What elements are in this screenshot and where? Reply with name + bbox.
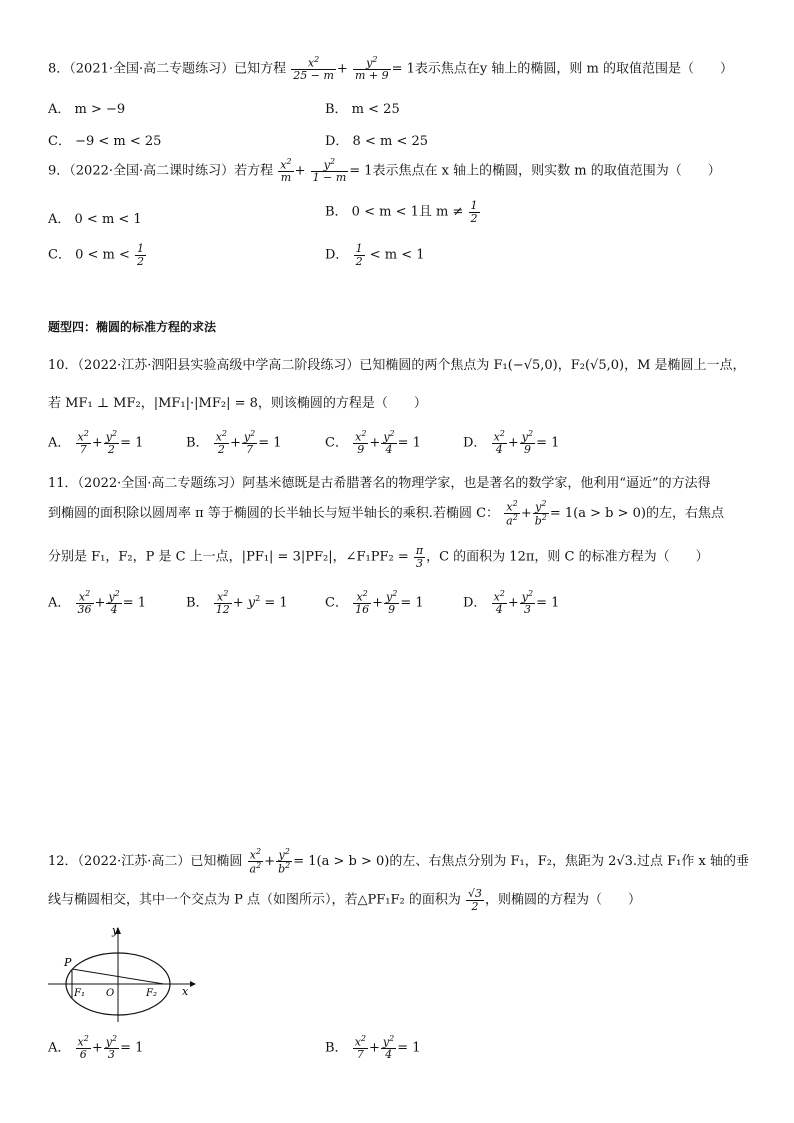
q12-option-b[interactable]: B． $\frac{x^2}{7}$ + $\frac{y^2}{4}$ = 1 [325, 1034, 421, 1062]
q8-option-c[interactable]: C． −9 < m < 25 [48, 134, 162, 149]
q9-option-a[interactable]: A． 0 < m < 1 [48, 212, 142, 227]
q10-option-b[interactable]: B． $\frac{x^2}{2}$ + $\frac{y^2}{7}$ = 1 [186, 429, 282, 457]
svg-text:F₂: F₂ [146, 988, 157, 999]
svg-text:P: P [64, 956, 72, 969]
q8: 8．（2021·全国·高二专题练习）已知方程 $\frac{x^2}{25 - m}$ + $\frac{y^2}{m + 9}$ = 1表示焦点在y 轴上的椭圆，则 m 的取值范围是（ ） [48, 55, 733, 83]
q9-option-b[interactable]: B． 0 < m < 1且 m ≠ $\frac{1}{2}$ [325, 199, 478, 225]
q10-option-a[interactable]: A． $\frac{x^2}{7}$ + $\frac{y^2}{2}$ = 1 [48, 429, 144, 457]
q8-option-a[interactable]: A． m > −9 [48, 102, 126, 117]
q11-option-a[interactable]: A． $\frac{x^2}{36}$ + $\frac{y^2}{4}$ = 1 [48, 589, 147, 617]
q8-prefix: 8．（2021·全国·高二专题练习）已知方程 [48, 61, 287, 77]
q11-line2: 到椭圆的面积除以圆周率 π 等于椭圆的长半轴长与短半轴长的乘积.若椭圆 C： $\frac{x^2}{a^2}$ + $\frac{y^2}{b^2}$ = 1(a > b > 0)的左，右焦点 [48, 499, 724, 528]
q8-frac2: $\frac{y^2}{m + 9}$ [354, 55, 389, 83]
q11-line1: 11．（2022·全国·高二专题练习）阿基米德既是古希腊著名的物理学家，也是著名的数学家，他利用“逼近”的方法得 [48, 476, 711, 491]
q11-option-c[interactable]: C． $\frac{x^2}{16}$ + $\frac{y^2}{9}$ = 1 [325, 589, 424, 617]
svg-text:y: y [112, 924, 119, 937]
q9-option-c[interactable]: C． 0 < m < $\frac{1}{2}$ [48, 242, 145, 268]
q9-option-d[interactable]: D． $\frac{1}{2}$ < m < 1 [325, 242, 425, 268]
q12-ellipse-figure [44, 922, 204, 1026]
q12-line1: 12．（2022·江苏·高二）已知椭圆 $\frac{x^2}{a^2}$ + $\frac{y^2}{b^2}$ = 1(a > b > 0)的左、右焦点分别为 F₁，F₂，焦距为 2√3.过点 F₁作 x 轴的垂 [48, 847, 749, 876]
section-heading-4: 题型四：椭圆的标准方程的求法 [48, 320, 217, 334]
q9-suffix: 表示焦点在 x 轴上的椭圆，则实数 m 的取值范围为（ ） [372, 163, 721, 179]
q12-option-a[interactable]: A． $\frac{x^2}{6}$ + $\frac{y^2}{3}$ = 1 [48, 1034, 144, 1062]
q10-option-d[interactable]: D． $\frac{x^2}{4}$ + $\frac{y^2}{9}$ = 1 [463, 429, 560, 457]
q9-frac1: $\frac{x^2}{m}$ [280, 157, 292, 185]
q9-prefix: 9．（2022·全国·高二课时练习）若方程 [48, 163, 274, 179]
q10-line1: 10．（2022·江苏·泗阳县实验高级中学高二阶段练习）已知椭圆的两个焦点为 F₁(−√5,0)，F₂(√5,0)，M 是椭圆上一点， [48, 358, 746, 373]
svg-text:x: x [182, 985, 189, 998]
q9-frac2: $\frac{y^2}{1 - m}$ [312, 157, 347, 185]
svg-text:F₁: F₁ [74, 988, 85, 999]
q9: 9．（2022·全国·高二课时练习）若方程 $\frac{x^2}{m}$ + $\frac{y^2}{1 - m}$ = 1表示焦点在 x 轴上的椭圆，则实数 m 的取值范围为（ ） [48, 157, 721, 185]
svg-text:O: O [106, 988, 115, 999]
q12-line2: 线与椭圆相交，其中一个交点为 P 点（如图所示），若△PF₁F₂ 的面积为 $\frac{√3}{2}$ ，则椭圆的方程为（ ） [48, 887, 642, 913]
q11-line3: 分别是 F₁，F₂，P 是 C 上一点，|PF₁| = 3|PF₂|，∠F₁PF₂ = $\frac{\pi}{3}$ ，C 的面积为 12π，则 C 的标准方程为（ ） [48, 544, 709, 570]
q8-option-b[interactable]: B． m < 25 [325, 102, 400, 117]
q10-option-c[interactable]: C． $\frac{x^2}{9}$ + $\frac{y^2}{4}$ = 1 [325, 429, 421, 457]
q8-suffix: 表示焦点在y 轴上的椭圆，则 m 的取值范围是（ ） [414, 61, 733, 77]
q8-option-d[interactable]: D． 8 < m < 25 [325, 134, 429, 149]
q10-line2: 若 MF₁ ⊥ MF₂，|MF₁|·|MF₂| = 8，则该椭圆的方程是（ ） [48, 396, 427, 411]
q11-option-b[interactable]: B． $\frac{x^2}{12}$ + $y^2 = 1$ [186, 589, 288, 617]
q11-option-d[interactable]: D． $\frac{x^2}{4}$ + $\frac{y^2}{3}$ = 1 [463, 589, 560, 617]
q8-frac1: $\frac{x^2}{25 - m}$ [293, 55, 334, 83]
